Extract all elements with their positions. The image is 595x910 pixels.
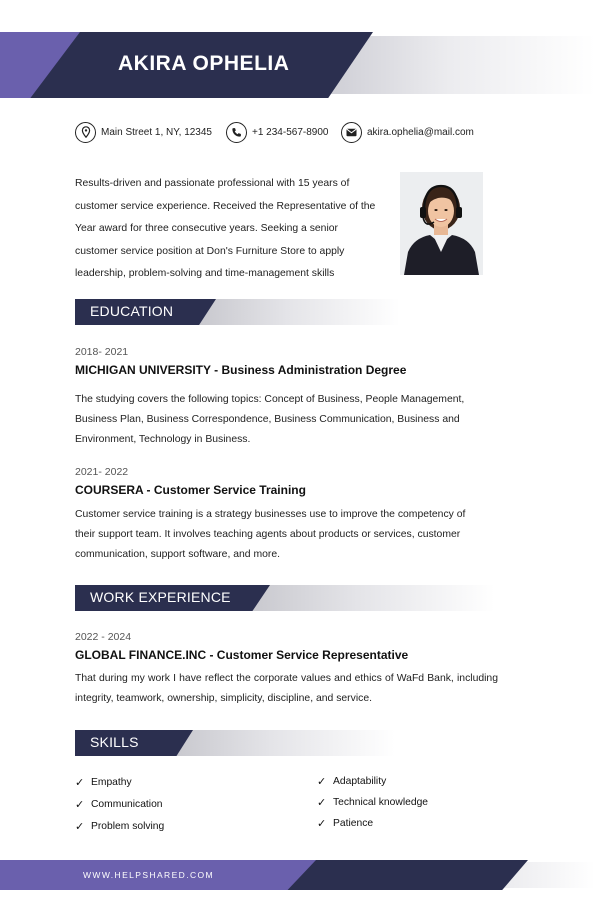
skill-label: Communication <box>91 799 163 810</box>
work-date: 2022 - 2024 <box>75 631 132 643</box>
education-degree-title: MICHIGAN UNIVERSITY - Business Administration Degree <box>75 363 407 377</box>
education-date: 2018- 2021 <box>75 346 129 358</box>
profile-photo <box>400 172 483 275</box>
profile-summary <box>75 173 390 286</box>
skill-label: Patience <box>333 818 374 829</box>
location-pin-icon <box>75 122 96 143</box>
section-fade-band <box>245 585 495 611</box>
education-section-header <box>75 299 400 325</box>
work-section-header <box>75 585 495 611</box>
education-description <box>75 505 500 565</box>
description-line: their support team. It involves teaching agents about products or services, customer <box>75 529 461 540</box>
skill-item <box>317 775 386 788</box>
description-line: communication, support software, and more. <box>75 549 281 560</box>
checkmark-icon: ✓ <box>75 777 85 789</box>
education-title: EDUCATION <box>90 303 174 319</box>
address-text: Main Street 1, NY, 12345 <box>101 126 212 138</box>
summary-line: customer service position at Don's Furniture Store to apply <box>75 245 345 257</box>
work-description: That during my work I have reflect the corporate values and ethics of WaFd Bank, including integrity, teamwork, ownership, simplicity, discipline, and service. <box>75 673 498 704</box>
summary-line: leadership, problem-solving and time-management skills <box>75 268 335 279</box>
work-title: WORK EXPERIENCE <box>90 589 231 605</box>
description-line: Business Plan, Business Correspondence, Business Communication, Business and <box>75 414 460 425</box>
skill-label: Technical knowledge <box>333 797 429 808</box>
footer-website-link[interactable]: WWW.HELPSHARED.COM <box>83 870 214 880</box>
skill-item <box>317 796 428 809</box>
skill-item <box>317 817 373 830</box>
checkmark-icon: ✓ <box>317 776 327 788</box>
checkmark-icon: ✓ <box>317 797 327 809</box>
summary-line: Results-driven and passionate professional with 15 years of <box>75 178 350 189</box>
phone-text: +1 234-567-8900 <box>252 126 329 138</box>
skills-title: SKILLS <box>90 734 139 750</box>
education-description <box>75 390 500 450</box>
section-fade-band <box>195 299 400 325</box>
skills-section-header <box>75 730 395 756</box>
skill-item <box>75 798 163 811</box>
education-course-title: COURSERA - Customer Service Training <box>75 483 306 497</box>
checkmark-icon: ✓ <box>75 799 85 811</box>
skill-label: Empathy <box>91 777 132 788</box>
checkmark-icon: ✓ <box>75 821 85 833</box>
envelope-icon <box>341 122 362 143</box>
description-line: Environment, Technology in Business. <box>75 434 251 445</box>
skill-item <box>75 776 132 789</box>
skill-label: Problem solving <box>91 821 165 832</box>
description-line: The studying covers the following topics: Concept of Business, People Management, <box>75 394 465 405</box>
header-fade-band <box>330 36 595 94</box>
candidate-name: AKIRA OPHELIA <box>118 52 290 75</box>
education-date: 2021- 2022 <box>75 466 129 478</box>
description-line: Customer service training is a strategy businesses use to improve the competency of <box>75 509 466 520</box>
section-fade-band <box>170 730 395 756</box>
contact-address <box>75 121 212 143</box>
checkmark-icon: ✓ <box>317 818 327 830</box>
skill-item <box>75 820 164 833</box>
email-text: akira.ophelia@mail.com <box>367 126 474 138</box>
phone-icon <box>226 122 247 143</box>
summary-line: Year award for three consecutive years. Seeking a senior <box>75 223 338 234</box>
contact-phone <box>226 121 328 143</box>
work-job-title: GLOBAL FINANCE.INC - Customer Service Representative <box>75 648 409 662</box>
contact-email <box>341 121 474 143</box>
summary-line: customer service experience. Received the Representative of the <box>75 200 376 212</box>
skill-label: Adaptability <box>333 776 387 787</box>
